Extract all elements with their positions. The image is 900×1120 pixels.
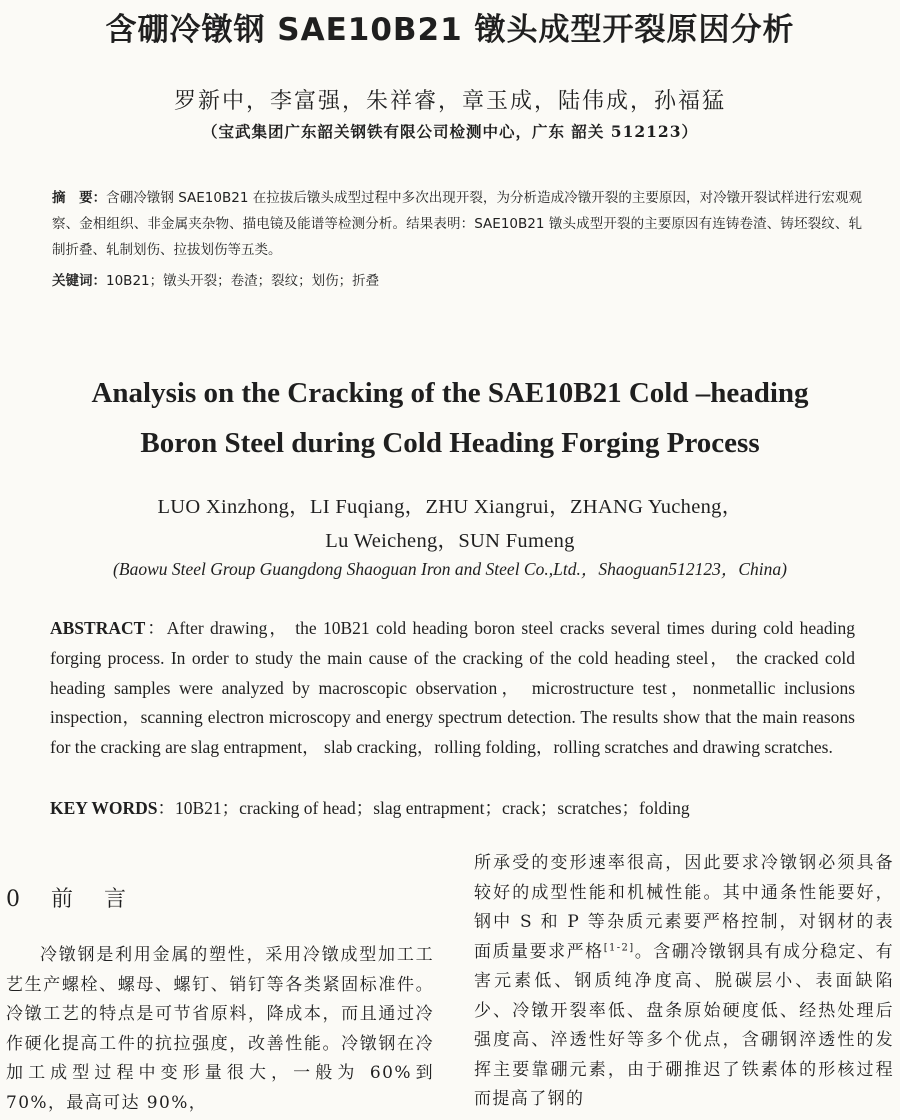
paper-title-en [40, 368, 860, 468]
keywords-en-text: ：10B21；cracking of head；slag entrapment；crack；scratches；folding [157, 798, 690, 818]
abstract-en-text: ：After drawing， the 10B21 cold heading boron steel cracks several times during cold heading forging process. In order to study the main cause of the cracking of the cold heading steel， the cracked cold heading samples were analyzed by macroscopic observation， microstructure test，nonmetallic inclusions inspection，scanning electron microscopy and energy spectrum detection. The results show that the main reasons for the cracking are slag entrapment， slab cracking，rolling folding，rolling scratches and drawing scratches. [50, 618, 855, 758]
body-right-part-b: 。含硼冷镦钢具有成分稳定、有害元素低、钢质纯净度高、脱碳层小、表面缺陷少、冷镦开裂率低、盘条原始硬度低、经热处理后强度高、淬透性好等多个优点，含硼钢淬透性的发挥主要靠硼元素，由于硼推迟了铁素体的形核过程而提高了钢的 [474, 941, 894, 1109]
keywords-cn [52, 268, 862, 294]
paper-title-en-line2: Boron Steel during Cold Heading Forging Process [140, 427, 760, 459]
paper-title-en-line1: Analysis on the Cracking of the SAE10B21 Cold –heading [91, 377, 809, 409]
body-column-left: 冷镦钢是利用金属的塑性，采用冷镦成型加工工艺生产螺栓、螺母、螺钉、销钉等各类紧固标准件。冷镦工艺的特点是可节省原料，降成本，而且通过冷作硬化提高工件的抗拉强度，改善性能。冷镦钢在冷加工成型过程中变形量很大，一般为 60%到 70%，最高可达 90%， [6, 945, 434, 1113]
abstract-en-label: ABSTRACT [50, 618, 146, 638]
keywords-en-label: KEY WORDS [50, 798, 158, 818]
citation-ref: [1-2] [603, 941, 635, 953]
authors-cn: 罗新中，李富强，朱祥睿，章玉成，陆伟成，孙福猛 [173, 89, 726, 114]
authors-en-line2: Lu Weicheng，SUN Fumeng [325, 530, 575, 552]
keywords-en [50, 794, 855, 823]
affiliation-en: (Baowu Steel Group Guangdong Shaoguan Iron and Steel Co.,Ltd.，Shaoguan512123，China) [113, 559, 787, 579]
abstract-cn [52, 185, 862, 263]
keywords-cn-text: 10B21；镦头开裂；卷渣；裂纹；划伤；折叠 [106, 273, 380, 289]
authors-en-line1: LUO Xinzhong，LI Fuqiang，ZHU Xiangrui，ZHANG Yucheng， [157, 496, 743, 518]
affiliation-cn: （宝武集团广东韶关钢铁有限公司检测中心，广东 韶关 512123） [201, 122, 698, 141]
abstract-cn-text: 含硼冷镦钢 SAE10B21 在拉拔后镦头成型过程中多次出现开裂，为分析造成冷镦开裂的主要原因，对冷镦开裂试样进行宏观观察、金相组织、非金属夹杂物、描电镜及能谱等检测分析。结果表明：SAE10B21 镦头成型开裂的主要原因有连铸卷渣、铸坯裂纹、轧制折叠、轧制划伤、拉拔划伤等五类。 [52, 190, 862, 258]
body-column-right [474, 849, 894, 1115]
paper-title-cn: 含硼冷镦钢 SAE10B21 镦头成型开裂原因分析 [105, 12, 795, 48]
authors-en [40, 490, 860, 558]
section-heading: 0 前 言 [6, 887, 138, 912]
body-right-part-a: 所承受的变形速率很高，因此要求冷镦钢必须具备较好的成型性能和机械性能。其中通条性能要好，钢中 S 和 P 等杂质元素要严格控制，对钢材的表面质量要求严格 [474, 853, 894, 962]
abstract-en [50, 614, 855, 763]
abstract-cn-label: 摘 要： [52, 190, 107, 206]
keywords-cn-label: 关键词： [52, 273, 106, 289]
